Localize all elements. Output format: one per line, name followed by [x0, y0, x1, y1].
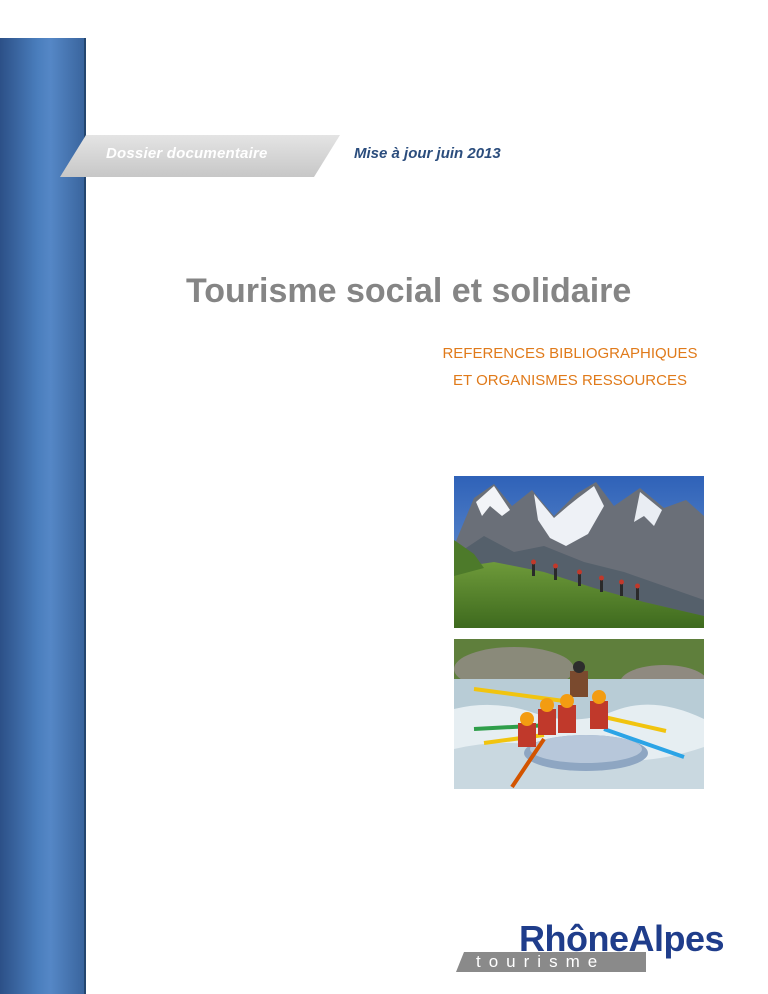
subtitle: [410, 340, 730, 394]
doc-type-label: Dossier documentaire: [106, 145, 268, 162]
rhone-alpes-tourisme-logo: [456, 918, 730, 970]
subtitle-line-2: ET ORGANISMES RESSOURCES: [453, 372, 687, 389]
document-title: Tourisme social et solidaire: [186, 272, 632, 310]
logo-subtitle: tourisme: [476, 952, 606, 971]
mountain-hiking-photo: [454, 476, 704, 628]
logo-brand: RhôneAlpes: [518, 918, 724, 959]
rafting-photo: [454, 639, 704, 789]
subtitle-line-1: REFERENCES BIBLIOGRAPHIQUES: [442, 345, 698, 362]
update-date: Mise à jour juin 2013: [354, 145, 501, 162]
side-color-bar: [0, 38, 86, 994]
